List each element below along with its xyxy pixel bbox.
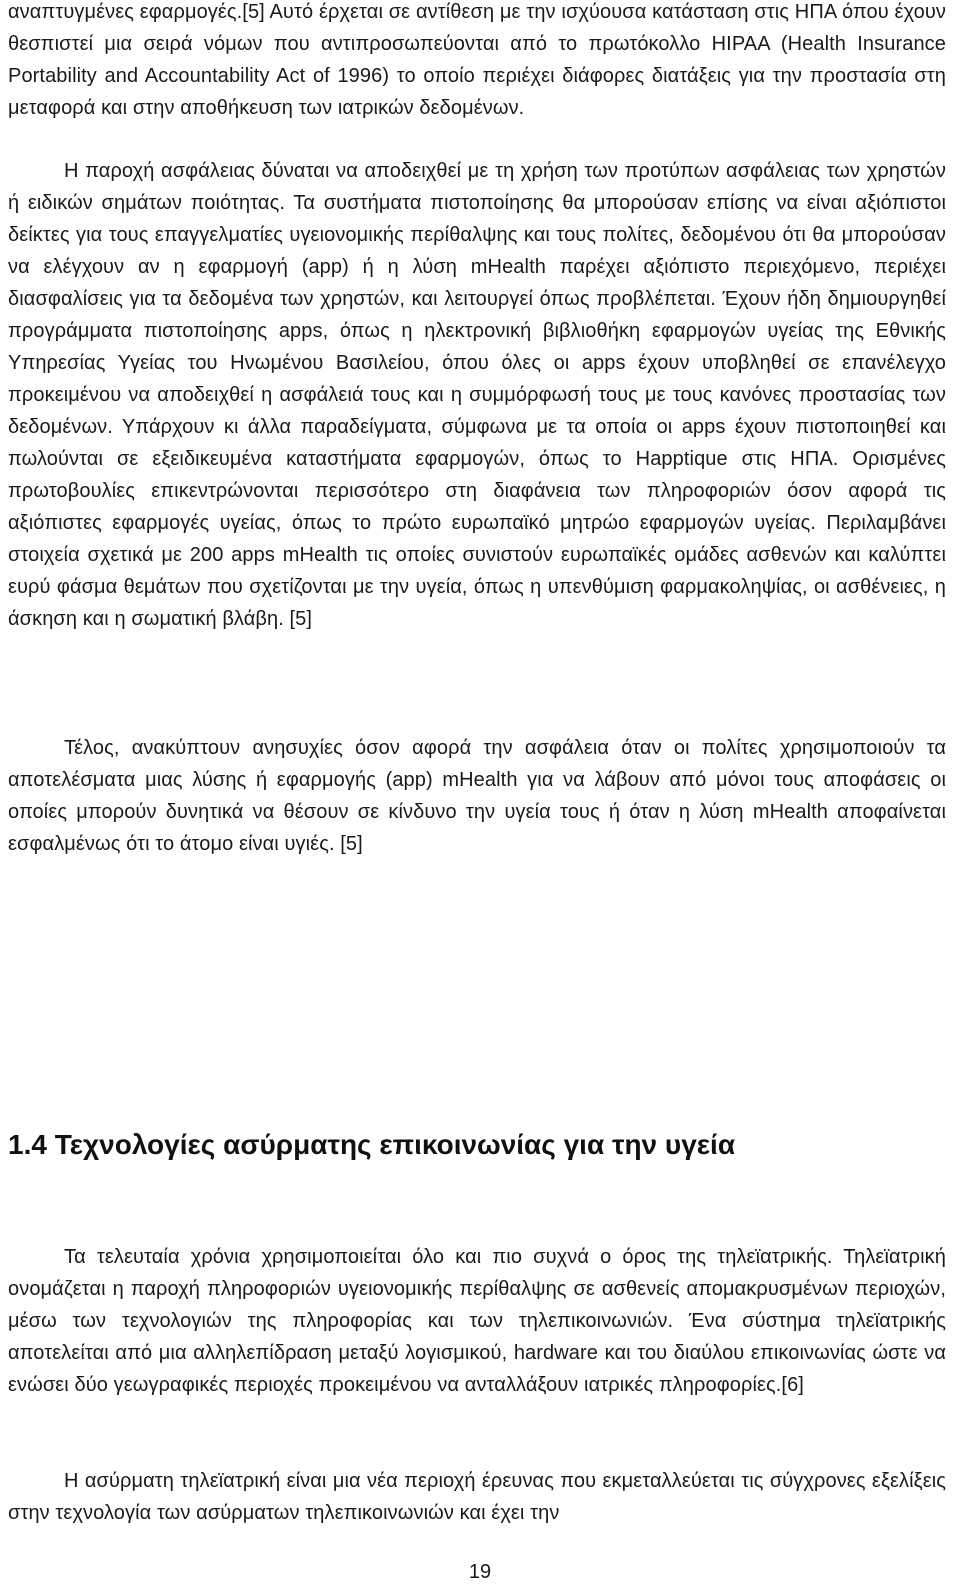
page-number: 19: [468, 1561, 492, 1583]
paragraph-hipaa: αναπτυγμένες εφαρμογές.[5] Αυτό έρχεται σε αντίθεση με την ισχύουσα κατάσταση στις ΗΠΑ όπου έχουν θεσπιστεί μια σειρά νόμων που αντιπροσωπεύονται από το πρωτόκολλο HIPAA (Health Insurance Portability and Accountability Act of 1996) το οποίο περιέχει διάφορες διατάξεις για την προστασία στη μεταφορά και στην αποθήκευση των ιατρικών δεδομένων.: [8, 1, 946, 119]
paragraph-security-certification: Η παροχή ασφάλειας δύναται να αποδειχθεί με τη χρήση των προτύπων ασφάλειας των χρηστών ή ειδικών σημάτων ποιότητας. Τα συστήματα πιστοποίησης θα μπορούσαν επίσης να είναι αξιόπιστοι δείκτες για τους επαγγελματίες υγειονομικής περίθαλψης και τους πολίτες, δεδομένου ότι θα μπορούσαν να ελέγχουν αν η εφαρμογή (app) ή η λύση mHealth παρέχει αξιόπιστο περιεχόμενο, περιέχει διασφαλίσεις για τα δεδομένα των χρηστών, και λειτουργεί όπως προβλέπεται. Έχουν ήδη δημιουργηθεί προγράμματα πιστοποίησης apps, όπως η ηλεκτρονική βιβλιοθήκη εφαρμογών υγείας της Εθνικής Υπηρεσίας Υγείας του Ηνωμένου Βασιλείου, όπου όλες οι apps έχουν υποβληθεί σε επανέλεγχο προκειμένου να αποδειχθεί η ασφάλειά τους και η συμμόρφωσή τους με τους κανόνες προστασίας των δεδομένων. Υπάρχουν κι άλλα παραδείγματα, σύμφωνα με τα οποία οι apps έχουν πιστοποιηθεί και πωλούνται σε εξειδικευμένα καταστήματα εφαρμογών, όπως το Happtique στις ΗΠΑ. Ορισμένες πρωτοβουλίες επικεντρώνονται περισσότερο στη διαφάνεια των πληροφοριών όσον αφορά τις αξιόπιστες εφαρμογές υγείας, όπως το πρώτο ευρωπαϊκό μητρώο εφαρμογών υγείας. Περιλαμβάνει στοιχεία σχετικά με 200 apps mHealth τις οποίες συνιστούν ευρωπαϊκές ομάδες ασθενών και καλύπτει ευρύ φάσμα θεμάτων που σχετίζονται με την υγεία, όπως η υπενθύμιση φαρμακοληψίας, οι ασθένειες, η άσκηση και η σωματική βλάβη. [5]: [8, 160, 946, 630]
section-heading: 1.4 Τεχνολογίες ασύρματης επικοινωνίας για την υγεία: [8, 1129, 736, 1160]
paragraph-wireless-telemedicine: Η ασύρματη τηλεϊατρική είναι μια νέα περιοχή έρευνας που εκμεταλλεύεται τις σύγχρονες εξελίξεις στην τεχνολογία των ασύρματων τηλεπικοινωνιών και έχει την: [8, 1470, 946, 1524]
paragraph-telemedicine: Τα τελευταία χρόνια χρησιμοποιείται όλο και πιο συχνά ο όρος της τηλεϊατρικής. Τηλεϊατρική ονομάζεται η παροχή πληροφοριών υγειονομικής περίθαλψης σε ασθενείς απομακρυσμένων περιοχών, μέσω των τεχνολογιών της πληροφορίας και των τηλεπικοινωνιών. Ένα σύστημα τηλεϊατρικής αποτελείται από μια αλληλεπίδραση μεταξύ λογισμικού, hardware και του διαύλου επικοινωνίας ώστε να ενώσει δύο γεωγραφικές περιοχές προκειμένου να ανταλλάξουν ιατρικές πληροφορίες.[6]: [8, 1246, 946, 1396]
paragraph-safety-concerns: Τέλος, ανακύπτουν ανησυχίες όσον αφορά την ασφάλεια όταν οι πολίτες χρησιμοποιούν τα αποτελέσματα μιας λύσης ή εφαρμογής (app) mHealth για να λάβουν από μόνοι τους αποφάσεις οι οποίες μπορούν δυνητικά να θέσουν σε κίνδυνο την υγεία τους ή όταν η λύση mHealth αποφαίνεται εσφαλμένως ότι το άτομο είναι υγιές. [5]: [8, 737, 946, 855]
